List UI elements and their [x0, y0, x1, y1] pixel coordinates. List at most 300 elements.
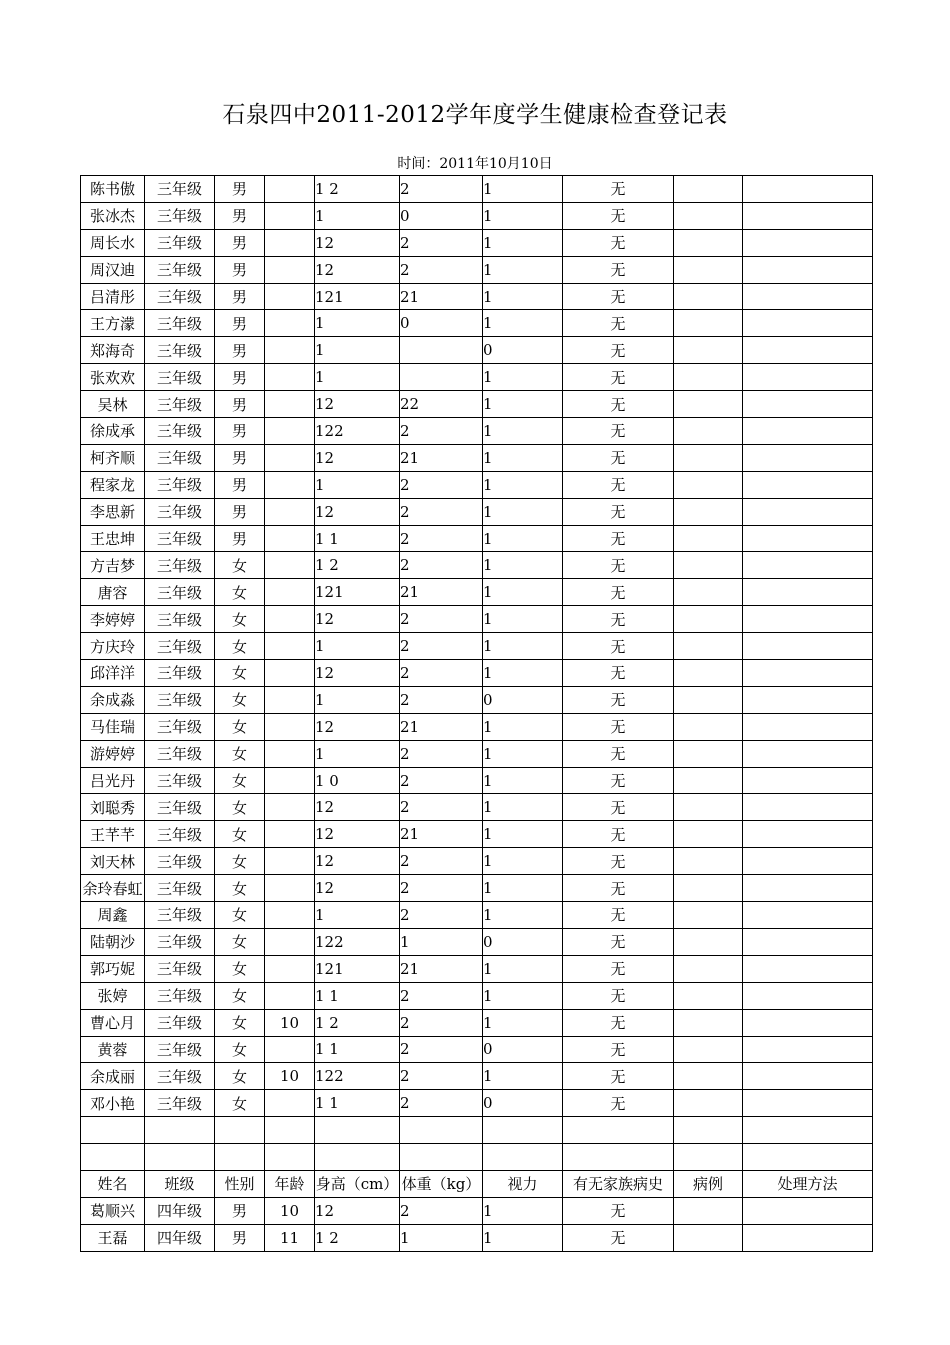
empty-cell [483, 1144, 563, 1171]
column-header: 处理方法 [743, 1170, 873, 1197]
case-cell [674, 444, 743, 471]
case-cell [674, 606, 743, 633]
treatment-cell [743, 713, 873, 740]
age-cell [265, 848, 315, 875]
age-cell [265, 176, 315, 203]
vision-cell: 0 [483, 1036, 563, 1063]
treatment-cell [743, 364, 873, 391]
case-cell [674, 1090, 743, 1117]
name-cell: 张冰杰 [81, 202, 145, 229]
name-cell: 陆朝沙 [81, 928, 145, 955]
empty-row [81, 1144, 873, 1171]
case-cell [674, 902, 743, 929]
height-cell: 12 [315, 498, 400, 525]
name-cell: 邱洋洋 [81, 660, 145, 687]
age-cell: 11 [265, 1224, 315, 1251]
class-cell: 三年级 [145, 955, 215, 982]
empty-cell [81, 1144, 145, 1171]
table-row [81, 525, 873, 552]
sex-cell: 女 [215, 1063, 265, 1090]
treatment-cell [743, 955, 873, 982]
sex-cell: 女 [215, 1036, 265, 1063]
height-cell: 1 1 [315, 1090, 400, 1117]
case-cell [674, 418, 743, 445]
class-cell: 三年级 [145, 740, 215, 767]
name-cell: 陈书傲 [81, 176, 145, 203]
name-cell: 徐成承 [81, 418, 145, 445]
family-history-cell: 无 [563, 875, 674, 902]
case-cell [674, 202, 743, 229]
sex-cell: 女 [215, 928, 265, 955]
sheet-title: 石泉四中2011-2012学年度学生健康检查登记表 [222, 102, 728, 128]
age-cell: 10 [265, 1009, 315, 1036]
table-row [81, 498, 873, 525]
family-history-cell: 无 [563, 1224, 674, 1251]
family-history-cell: 无 [563, 902, 674, 929]
column-header: 身高（cm） [315, 1170, 400, 1197]
empty-cell [400, 1117, 483, 1144]
treatment-cell [743, 767, 873, 794]
table-row [81, 928, 873, 955]
table-row [81, 229, 873, 256]
weight-cell: 2 [400, 660, 483, 687]
treatment-cell [743, 794, 873, 821]
vision-cell: 0 [483, 928, 563, 955]
family-history-cell: 无 [563, 982, 674, 1009]
name-cell: 王方濛 [81, 310, 145, 337]
vision-cell: 1 [483, 875, 563, 902]
case-cell [674, 767, 743, 794]
family-history-cell: 无 [563, 955, 674, 982]
header-row [81, 1170, 873, 1197]
class-cell: 三年级 [145, 444, 215, 471]
case-cell [674, 848, 743, 875]
weight-cell: 2 [400, 256, 483, 283]
sex-cell: 男 [215, 364, 265, 391]
age-cell [265, 686, 315, 713]
case-cell [674, 794, 743, 821]
treatment-cell [743, 982, 873, 1009]
height-cell: 1 2 [315, 1224, 400, 1251]
height-cell: 1 1 [315, 982, 400, 1009]
age-cell [265, 364, 315, 391]
weight-cell: 2 [400, 1063, 483, 1090]
family-history-cell: 无 [563, 391, 674, 418]
table-row [81, 418, 873, 445]
table-row [81, 1063, 873, 1090]
age-cell [265, 229, 315, 256]
table-row [81, 579, 873, 606]
age-cell [265, 202, 315, 229]
family-history-cell: 无 [563, 686, 674, 713]
treatment-cell [743, 821, 873, 848]
treatment-cell [743, 1009, 873, 1036]
column-header: 姓名 [81, 1170, 145, 1197]
family-history-cell: 无 [563, 713, 674, 740]
name-cell: 游婷婷 [81, 740, 145, 767]
table-row [81, 310, 873, 337]
age-cell [265, 713, 315, 740]
sex-cell: 男 [215, 498, 265, 525]
family-history-cell: 无 [563, 794, 674, 821]
treatment-cell [743, 525, 873, 552]
column-header: 年龄 [265, 1170, 315, 1197]
family-history-cell: 无 [563, 1063, 674, 1090]
empty-cell [400, 1144, 483, 1171]
weight-cell: 21 [400, 444, 483, 471]
sex-cell: 女 [215, 579, 265, 606]
family-history-cell: 无 [563, 821, 674, 848]
empty-cell [674, 1144, 743, 1171]
class-cell: 三年级 [145, 686, 215, 713]
sex-cell: 女 [215, 713, 265, 740]
height-cell: 12 [315, 256, 400, 283]
height-cell: 122 [315, 1063, 400, 1090]
column-header: 病例 [674, 1170, 743, 1197]
height-cell: 122 [315, 418, 400, 445]
name-cell: 吕清彤 [81, 283, 145, 310]
treatment-cell [743, 1090, 873, 1117]
class-cell: 三年级 [145, 1036, 215, 1063]
family-history-cell: 无 [563, 471, 674, 498]
empty-cell [265, 1144, 315, 1171]
treatment-cell [743, 1036, 873, 1063]
treatment-cell [743, 337, 873, 364]
name-cell: 刘聪秀 [81, 794, 145, 821]
sex-cell: 女 [215, 902, 265, 929]
family-history-cell: 无 [563, 579, 674, 606]
case-cell [674, 1063, 743, 1090]
case-cell [674, 928, 743, 955]
class-cell: 三年级 [145, 202, 215, 229]
family-history-cell: 无 [563, 444, 674, 471]
height-cell: 1 1 [315, 1036, 400, 1063]
age-cell: 10 [265, 1197, 315, 1224]
treatment-cell [743, 256, 873, 283]
table-body [81, 176, 873, 1252]
vision-cell: 1 [483, 1224, 563, 1251]
sex-cell: 女 [215, 982, 265, 1009]
treatment-cell [743, 471, 873, 498]
vision-cell: 1 [483, 579, 563, 606]
empty-cell [81, 1117, 145, 1144]
age-cell [265, 767, 315, 794]
treatment-cell [743, 633, 873, 660]
name-cell: 马佳瑞 [81, 713, 145, 740]
case-cell [674, 1036, 743, 1063]
name-cell: 黄蓉 [81, 1036, 145, 1063]
treatment-cell [743, 229, 873, 256]
treatment-cell [743, 283, 873, 310]
height-cell: 12 [315, 444, 400, 471]
sex-cell: 女 [215, 1090, 265, 1117]
name-cell: 张欢欢 [81, 364, 145, 391]
case-cell [674, 310, 743, 337]
empty-cell [743, 1117, 873, 1144]
name-cell: 柯齐顺 [81, 444, 145, 471]
weight-cell: 2 [400, 1009, 483, 1036]
vision-cell: 1 [483, 525, 563, 552]
weight-cell: 2 [400, 498, 483, 525]
column-header: 体重（kg） [400, 1170, 483, 1197]
vision-cell: 1 [483, 418, 563, 445]
case-cell [674, 525, 743, 552]
sex-cell: 女 [215, 1009, 265, 1036]
sex-cell: 男 [215, 418, 265, 445]
weight-cell: 2 [400, 176, 483, 203]
class-cell: 三年级 [145, 794, 215, 821]
age-cell [265, 982, 315, 1009]
height-cell: 1 [315, 364, 400, 391]
sex-cell: 女 [215, 767, 265, 794]
age-cell [265, 471, 315, 498]
class-cell: 三年级 [145, 1090, 215, 1117]
table-row [81, 606, 873, 633]
vision-cell: 1 [483, 391, 563, 418]
family-history-cell: 无 [563, 283, 674, 310]
vision-cell: 1 [483, 767, 563, 794]
family-history-cell: 无 [563, 606, 674, 633]
weight-cell: 21 [400, 955, 483, 982]
empty-cell [215, 1144, 265, 1171]
column-header: 有无家族病史 [563, 1170, 674, 1197]
treatment-cell [743, 579, 873, 606]
age-cell [265, 740, 315, 767]
name-cell: 李婷婷 [81, 606, 145, 633]
age-cell [265, 337, 315, 364]
class-cell: 三年级 [145, 229, 215, 256]
height-cell: 1 [315, 202, 400, 229]
age-cell [265, 552, 315, 579]
sex-cell: 女 [215, 686, 265, 713]
vision-cell: 1 [483, 283, 563, 310]
case-cell [674, 391, 743, 418]
treatment-cell [743, 1063, 873, 1090]
empty-cell [315, 1144, 400, 1171]
class-cell: 三年级 [145, 875, 215, 902]
family-history-cell: 无 [563, 498, 674, 525]
sex-cell: 男 [215, 337, 265, 364]
height-cell: 1 0 [315, 767, 400, 794]
weight-cell: 2 [400, 1197, 483, 1224]
name-cell: 余成淼 [81, 686, 145, 713]
sex-cell: 男 [215, 310, 265, 337]
sex-cell: 女 [215, 606, 265, 633]
case-cell [674, 821, 743, 848]
family-history-cell: 无 [563, 256, 674, 283]
vision-cell: 1 [483, 498, 563, 525]
name-cell: 余玲春虹 [81, 875, 145, 902]
family-history-cell: 无 [563, 310, 674, 337]
sex-cell: 女 [215, 740, 265, 767]
weight-cell: 2 [400, 740, 483, 767]
name-cell: 曹心月 [81, 1009, 145, 1036]
case-cell [674, 1224, 743, 1251]
age-cell [265, 902, 315, 929]
case-cell [674, 337, 743, 364]
name-cell: 张婷 [81, 982, 145, 1009]
family-history-cell: 无 [563, 418, 674, 445]
sex-cell: 女 [215, 821, 265, 848]
case-cell [674, 498, 743, 525]
family-history-cell: 无 [563, 848, 674, 875]
treatment-cell [743, 1197, 873, 1224]
vision-cell: 1 [483, 633, 563, 660]
height-cell: 1 [315, 310, 400, 337]
height-cell: 121 [315, 579, 400, 606]
weight-cell: 21 [400, 579, 483, 606]
vision-cell: 1 [483, 202, 563, 229]
vision-cell: 1 [483, 176, 563, 203]
weight-cell: 2 [400, 794, 483, 821]
name-cell: 程家龙 [81, 471, 145, 498]
sex-cell: 女 [215, 875, 265, 902]
treatment-cell [743, 875, 873, 902]
vision-cell: 1 [483, 552, 563, 579]
class-cell: 三年级 [145, 848, 215, 875]
weight-cell: 1 [400, 928, 483, 955]
class-cell: 三年级 [145, 256, 215, 283]
weight-cell: 2 [400, 229, 483, 256]
sex-cell: 男 [215, 471, 265, 498]
table-row [81, 633, 873, 660]
name-cell: 李思新 [81, 498, 145, 525]
vision-cell: 0 [483, 337, 563, 364]
class-cell: 三年级 [145, 1063, 215, 1090]
sex-cell: 男 [215, 1224, 265, 1251]
name-cell: 王磊 [81, 1224, 145, 1251]
name-cell: 邓小艳 [81, 1090, 145, 1117]
class-cell: 三年级 [145, 579, 215, 606]
height-cell: 1 2 [315, 176, 400, 203]
name-cell: 周长水 [81, 229, 145, 256]
height-cell: 1 [315, 337, 400, 364]
family-history-cell: 无 [563, 740, 674, 767]
weight-cell [400, 337, 483, 364]
sex-cell: 女 [215, 660, 265, 687]
class-cell: 三年级 [145, 633, 215, 660]
class-cell: 四年级 [145, 1224, 215, 1251]
column-header: 班级 [145, 1170, 215, 1197]
table-row [81, 875, 873, 902]
weight-cell: 21 [400, 283, 483, 310]
height-cell: 12 [315, 1197, 400, 1224]
age-cell [265, 928, 315, 955]
vision-cell: 0 [483, 1090, 563, 1117]
table-row [81, 552, 873, 579]
weight-cell: 2 [400, 525, 483, 552]
vision-cell: 1 [483, 713, 563, 740]
table-row [81, 660, 873, 687]
table-row [81, 982, 873, 1009]
sex-cell: 男 [215, 256, 265, 283]
height-cell: 12 [315, 660, 400, 687]
empty-cell [563, 1117, 674, 1144]
sex-cell: 女 [215, 955, 265, 982]
table-row [81, 283, 873, 310]
treatment-cell [743, 902, 873, 929]
table-row [81, 202, 873, 229]
family-history-cell: 无 [563, 633, 674, 660]
case-cell [674, 552, 743, 579]
table-row [81, 848, 873, 875]
height-cell: 1 [315, 902, 400, 929]
age-cell [265, 606, 315, 633]
class-cell: 三年级 [145, 391, 215, 418]
empty-cell [674, 1117, 743, 1144]
class-cell: 三年级 [145, 928, 215, 955]
class-cell: 三年级 [145, 283, 215, 310]
name-cell: 方吉梦 [81, 552, 145, 579]
treatment-cell [743, 740, 873, 767]
treatment-cell [743, 660, 873, 687]
class-cell: 三年级 [145, 471, 215, 498]
class-cell: 三年级 [145, 310, 215, 337]
class-cell: 三年级 [145, 902, 215, 929]
vision-cell: 1 [483, 982, 563, 1009]
vision-cell: 1 [483, 660, 563, 687]
vision-cell: 1 [483, 364, 563, 391]
weight-cell: 0 [400, 310, 483, 337]
class-cell: 三年级 [145, 337, 215, 364]
vision-cell: 1 [483, 902, 563, 929]
table-row [81, 256, 873, 283]
family-history-cell: 无 [563, 337, 674, 364]
weight-cell [400, 364, 483, 391]
height-cell: 12 [315, 713, 400, 740]
height-cell: 121 [315, 283, 400, 310]
age-cell [265, 391, 315, 418]
vision-cell: 1 [483, 1063, 563, 1090]
weight-cell: 2 [400, 982, 483, 1009]
class-cell: 三年级 [145, 713, 215, 740]
vision-cell: 1 [483, 1197, 563, 1224]
name-cell: 王忠坤 [81, 525, 145, 552]
vision-cell: 1 [483, 471, 563, 498]
family-history-cell: 无 [563, 1197, 674, 1224]
age-cell [265, 794, 315, 821]
table-row [81, 794, 873, 821]
weight-cell: 2 [400, 418, 483, 445]
treatment-cell [743, 418, 873, 445]
table-row [81, 364, 873, 391]
empty-cell [145, 1117, 215, 1144]
empty-cell [215, 1117, 265, 1144]
table-row [81, 713, 873, 740]
sex-cell: 男 [215, 391, 265, 418]
vision-cell: 1 [483, 606, 563, 633]
sex-cell: 女 [215, 633, 265, 660]
class-cell: 三年级 [145, 364, 215, 391]
vision-cell: 1 [483, 740, 563, 767]
case-cell [674, 955, 743, 982]
weight-cell: 2 [400, 606, 483, 633]
family-history-cell: 无 [563, 660, 674, 687]
weight-cell: 2 [400, 633, 483, 660]
table-row [81, 1036, 873, 1063]
class-cell: 三年级 [145, 1009, 215, 1036]
name-cell: 葛顺兴 [81, 1197, 145, 1224]
sex-cell: 男 [215, 202, 265, 229]
vision-cell: 1 [483, 821, 563, 848]
treatment-cell [743, 928, 873, 955]
sex-cell: 女 [215, 794, 265, 821]
age-cell [265, 310, 315, 337]
weight-cell: 2 [400, 902, 483, 929]
weight-cell: 2 [400, 552, 483, 579]
sex-cell: 男 [215, 283, 265, 310]
name-cell: 刘天林 [81, 848, 145, 875]
